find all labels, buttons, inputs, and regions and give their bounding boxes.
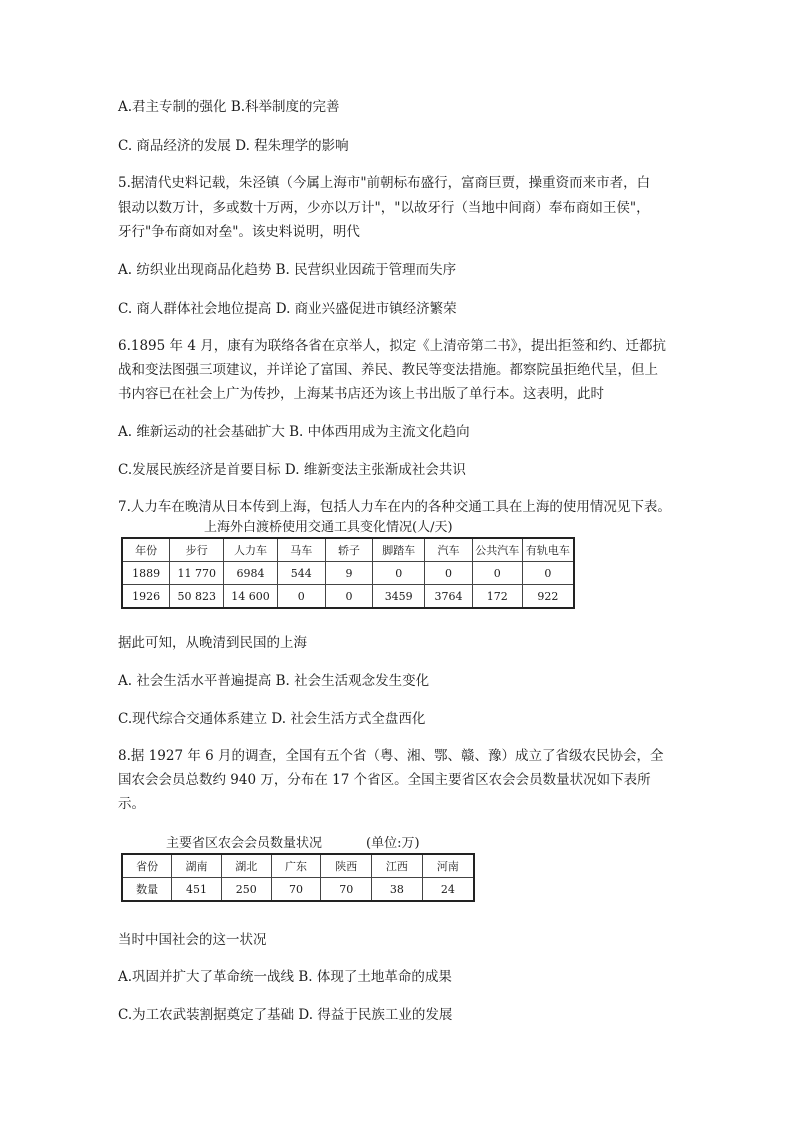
header-cell: 轿子 (325, 538, 373, 562)
table-cell: 922 (522, 585, 574, 609)
table-cell: 9 (325, 562, 373, 585)
q6-stem-line-1: 6.1895 年 4 月，康有为联络各省在京举人，拟定《上清帝第二书》，提出拒签和约、迁都抗 (118, 338, 666, 354)
table-row (122, 878, 474, 902)
table-cell: 451 (172, 878, 222, 902)
table-cell: 0 (425, 562, 473, 585)
table-cell: 6984 (224, 562, 278, 585)
table-cell: 0 (373, 562, 425, 585)
q8-table-title: 主要省区农会会员数量状况 (166, 836, 323, 851)
table-cell: 24 (422, 878, 474, 902)
header-cell: 河南 (422, 854, 474, 878)
table-cell: 0 (325, 585, 373, 609)
q5-option-ab: A. 纺织业出现商品化趋势 B. 民营织业因疏于管理而失序 (118, 262, 457, 278)
q8-farmers-association-table (121, 853, 475, 902)
header-cell: 汽车 (425, 538, 473, 562)
table-row (122, 585, 574, 609)
q6-stem-line-2: 战和变法图强三项建议，并详论了富国、养民、教民等变法措施。都察院虽拒绝代呈，但上 (118, 362, 658, 378)
q4-option-ab: A.君主专制的强化 B.科举制度的完善 (118, 99, 340, 115)
q5-stem-line-3: 牙行"争布商如对垒"。该史料说明，明代 (118, 224, 360, 240)
q7-option-cd: C.现代综合交通体系建立 D. 社会生活方式全盘西化 (118, 711, 426, 727)
table-cell: 3459 (373, 585, 425, 609)
header-cell: 步行 (170, 538, 224, 562)
q6-option-ab: A. 维新运动的社会基础扩大 B. 中体西用成为主流文化趋向 (118, 424, 470, 440)
table-cell: 50 823 (170, 585, 224, 609)
table-cell: 0 (522, 562, 574, 585)
table-cell: 1889 (122, 562, 170, 585)
q8-stem-line-1: 8.据 1927 年 6 月的调查，全国有五个省（粤、湘、鄂、赣、豫）成立了省级农民协会，全 (118, 748, 664, 764)
header-cell: 马车 (277, 538, 325, 562)
table-cell: 1926 (122, 585, 170, 609)
q8-lead: 当时中国社会的这一状况 (118, 932, 267, 948)
q7-lead: 据此可知，从晚清到民国的上海 (118, 635, 307, 651)
q5-stem-line-1: 5.据清代史料记载，朱泾镇（今属上海市"前朝标布盛行，富商巨贾，操重资而来市者，白 (118, 175, 651, 191)
q5-option-cd: C. 商人群体社会地位提高 D. 商业兴盛促进市镇经济繁荣 (118, 301, 457, 317)
table-cell: 70 (271, 878, 321, 902)
table-cell: 3764 (425, 585, 473, 609)
table-row (122, 562, 574, 585)
q6-stem-line-3: 书内容已在社会上广为传抄，上海某书店还为该上书出版了单行本。这表明，此时 (118, 386, 604, 402)
header-cell: 江西 (372, 854, 423, 878)
table-cell: 14 600 (224, 585, 278, 609)
q7-option-ab: A. 社会生活水平普遍提高 B. 社会生活观念发生变化 (118, 673, 430, 689)
header-cell: 脚踏车 (373, 538, 425, 562)
table-cell: 0 (472, 562, 522, 585)
q8-stem-line-3: 示。 (118, 796, 145, 812)
header-cell: 有轨电车 (522, 538, 574, 562)
q4-option-cd: C. 商品经济的发展 D. 程朱理学的影响 (118, 138, 349, 154)
table-cell: 数量 (122, 878, 172, 902)
header-cell: 湖南 (172, 854, 222, 878)
header-cell: 公共汽车 (472, 538, 522, 562)
table-cell: 250 (221, 878, 271, 902)
q7-stem: 7.人力车在晚清从日本传到上海，包括人力车在内的各种交通工具在上海的使用情况见下表。 (118, 499, 671, 515)
header-cell: 人力车 (224, 538, 278, 562)
q8-table-unit: (单位:万) (366, 836, 420, 851)
q7-transport-table (121, 537, 575, 609)
table-cell: 38 (372, 878, 423, 902)
table-header-row (122, 538, 574, 562)
q6-option-cd: C.发展民族经济是首要目标 D. 维新变法主张渐成社会共识 (118, 462, 466, 478)
q8-option-ab: A.巩固并扩大了革命统一战线 B. 体现了土地革命的成果 (118, 969, 452, 985)
header-cell: 省份 (122, 854, 172, 878)
table-cell: 544 (277, 562, 325, 585)
q5-stem-line-2: 银动以数万计，多或数十万两，少亦以万计"，"以故牙行（当地中间商）奉布商如王侯"， (118, 200, 650, 216)
table-cell: 172 (472, 585, 522, 609)
header-cell: 年份 (122, 538, 170, 562)
table-cell: 11 770 (170, 562, 224, 585)
q7-table-title: 上海外白渡桥使用交通工具变化情况(人/天) (204, 520, 453, 535)
table-cell: 70 (321, 878, 372, 902)
header-cell: 陕西 (321, 854, 372, 878)
q8-stem-line-2: 国农会会员总数约 940 万，分布在 17 个省区。全国主要省区农会会员数量状况如下表所 (118, 772, 651, 788)
table-header-row (122, 854, 474, 878)
header-cell: 湖北 (221, 854, 271, 878)
header-cell: 广东 (271, 854, 321, 878)
q8-option-cd: C.为工农武装割据奠定了基础 D. 得益于民族工业的发展 (118, 1007, 453, 1023)
table-cell: 0 (277, 585, 325, 609)
